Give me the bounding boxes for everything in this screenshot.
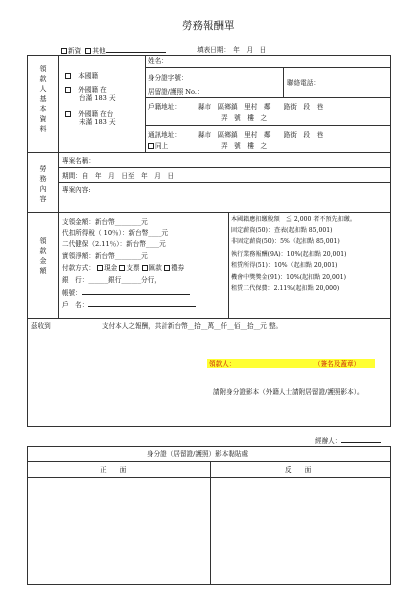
payment-method: 付款方式： 現金 支票 匯款 禮券 <box>62 264 185 272</box>
foreign-short-line2: 未滿 183 天 <box>79 118 116 126</box>
handler-field: 經辦人： <box>315 436 381 445</box>
resident-permit-field[interactable]: 居留證/護照 No.： <box>148 88 204 96</box>
service-side-label: 勞務內容 <box>39 165 47 203</box>
phone-field[interactable]: 聯絡電話： <box>287 79 320 87</box>
page-title: 勞務報酬單 <box>182 20 235 32</box>
receipt-statement: 支付本人之報酬，共計新台幣__拾__萬__仟__佰__拾__元 整。 <box>102 322 283 330</box>
foreign-long-checkbox[interactable] <box>65 87 71 93</box>
gross-amount[interactable]: 支領金額：新台幣________元 <box>62 218 148 226</box>
id-number-field[interactable]: 身分證字號： <box>148 74 188 82</box>
withholding-tax[interactable]: 代扣所得稅（ 10％）：新台幣____元 <box>62 229 169 237</box>
id-copy-back-label: 反 面 <box>285 466 312 474</box>
registered-address-row1[interactable]: 縣市 區鄉鎮 里村 鄰 路街 段 巷 <box>198 103 324 111</box>
account-number-blank[interactable] <box>82 288 190 295</box>
project-content-field[interactable]: 專案內容: <box>62 186 91 194</box>
recipient-side-label: 領款人基本資料 <box>39 65 47 133</box>
new-checkbox[interactable] <box>61 48 67 54</box>
same-as-above: 同上 <box>148 142 168 150</box>
tax-rule-5: 機會中獎獎金(91)：10%(起扣點 20,001) <box>231 274 347 281</box>
mailing-address-row2[interactable]: 弄 號 樓 之 <box>221 142 268 150</box>
header-row: 新資 其他 <box>61 46 166 55</box>
fill-date: 填表日期： 年 月 日 <box>197 46 267 54</box>
nationality-foreign-short: 外國籍 在台 <box>65 110 113 118</box>
mailing-address-label: 通訊地址： <box>148 131 181 139</box>
nationality-foreign-long: 外國籍 在 <box>65 86 107 94</box>
payment-side-label: 領款金額 <box>39 237 47 275</box>
mailing-address-row1[interactable]: 縣市 區鄉鎮 里村 鄰 路街 段 巷 <box>198 131 324 139</box>
id-copy-back-area[interactable] <box>211 478 390 584</box>
cash-checkbox[interactable] <box>97 265 103 271</box>
other-checkbox[interactable] <box>85 48 91 54</box>
account-name-field: 戶 名： <box>62 300 196 309</box>
signer-label: 領款人： <box>209 360 236 368</box>
handler-blank[interactable] <box>341 436 381 443</box>
tax-rule-2: 非固定薪資(50)：5%（起扣點 85,001) <box>231 238 340 245</box>
foreign-long-line2: 台滿 183 天 <box>79 94 116 102</box>
health-premium[interactable]: 二代健保（2.11％）：新台幣____元 <box>62 240 166 248</box>
registered-address-row2[interactable]: 弄 號 樓 之 <box>221 114 268 122</box>
nationality-national: 本國籍 <box>65 72 98 80</box>
check-checkbox[interactable] <box>119 265 125 271</box>
attach-id-note: 請附身分證影本（外籍人士請附居留證/護照影本）。 <box>213 388 364 396</box>
transfer-checkbox[interactable] <box>142 265 148 271</box>
foreign-short-checkbox[interactable] <box>65 111 71 117</box>
tax-rule-0: 本國籍應扣繳稅額 ≦ 2,000 者不預先扣繳。 <box>231 216 356 223</box>
project-name-field[interactable]: 專案名稱： <box>62 157 95 165</box>
voucher-checkbox[interactable] <box>164 265 170 271</box>
receipt-label: 茲收到 <box>31 322 51 330</box>
account-number-field: 帳號： <box>62 288 190 297</box>
tax-rule-4: 租賃所得(51)：10%（起扣點 20,001) <box>231 262 338 269</box>
bank-field[interactable]: 銀 行：______銀行______分行， <box>62 276 161 284</box>
net-amount[interactable]: 實領淨額：新台幣________元 <box>62 252 148 260</box>
national-checkbox[interactable] <box>65 73 71 79</box>
tax-rule-3: 執行業務報酬(9A)：10%(起扣點 20,001) <box>231 251 347 258</box>
registered-address-label: 戶籍地址： <box>148 103 181 111</box>
id-copy-front-label: 正 面 <box>100 466 127 474</box>
id-copy-front-area[interactable] <box>28 478 209 584</box>
same-as-above-checkbox[interactable] <box>148 143 154 149</box>
tax-rule-6: 租賃二代保費：2.11%(起扣點 20,000) <box>231 285 340 292</box>
other-blank[interactable] <box>106 46 166 53</box>
signature-hint: （簽名及蓋章） <box>314 360 361 368</box>
name-field[interactable]: 姓名： <box>148 57 168 65</box>
service-period-field[interactable]: 期間：自 年 月 日至 年 月 日 <box>62 172 175 180</box>
account-name-blank[interactable] <box>88 300 196 307</box>
id-copy-title: 身分證（居留證/護照）影本黏貼處 <box>147 450 249 458</box>
tax-rule-1: 固定薪資(50)：查表(起扣點 85,001) <box>231 227 333 234</box>
